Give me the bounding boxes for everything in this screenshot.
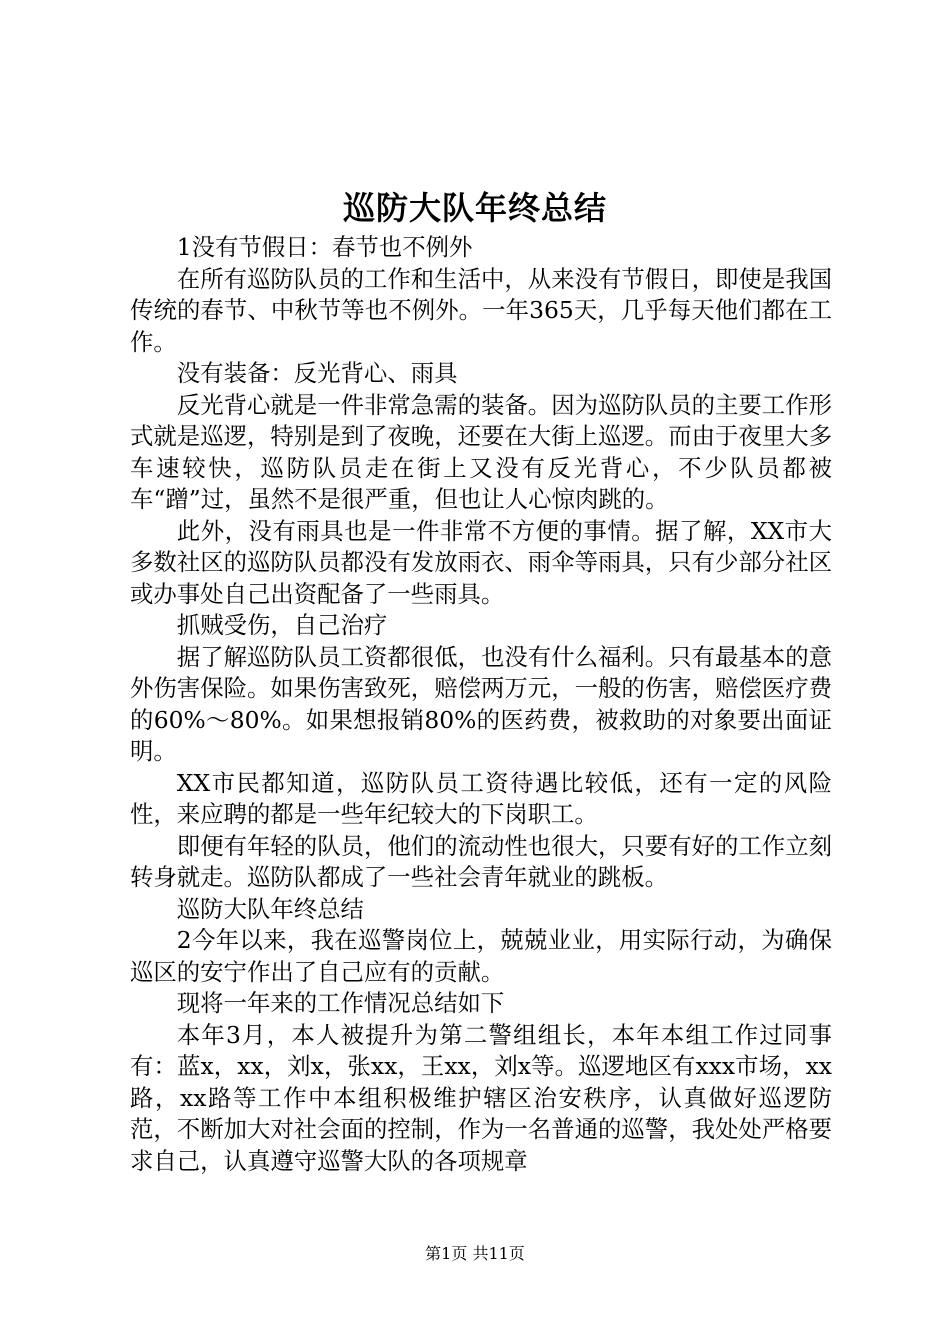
paragraph-4: 反光背心就是一件非常急需的装备。因为巡防队员的主要工作形式就是巡逻，特别是到了夜晚，还要在大街上巡逻。而由于夜里大多车速较快，巡防队员走在街上又没有反光背心，不少队员都被车“蹭”过，虽然不是很严重，但也让人心惊肉跳的。 <box>130 390 832 513</box>
paragraph-8: XX市民都知道，巡防队员工资待遇比较低，还有一定的风险性，来应聘的都是一些年纪较大的下岗职工。 <box>130 768 832 828</box>
paragraph-6: 抓贼受伤，自己治疗 <box>176 611 388 639</box>
paragraph-11: 2今年以来，我在巡警岗位上，兢兢业业，用实际行动，为确保巡区的安宁作出了自己应有的贡献。 <box>130 926 832 986</box>
paragraph-9: 即便有年轻的队员，他们的流动性也很大，只要有好的工作立刻转身就走。巡防队都成了一些社会青年就业的跳板。 <box>130 831 832 891</box>
paragraph-1: 1没有节假日：春节也不例外 <box>176 233 473 261</box>
paragraph-3: 没有装备：反光背心、雨具 <box>176 359 458 387</box>
paragraph-13: 本年3月，本人被提升为第二警组组长，本年本组工作过同事有：蓝x，xx，刘x，张xx，王xx，刘x等。巡逻地区有xxx市场，xx路，xx路等工作中本组积极维护辖区治安秩序，认真做好巡逻防范，不断加大对社会面的控制，作为一名普通的巡警，我处处严格要求自己，认真遵守巡警大队的各项规章 <box>130 1020 832 1175</box>
document-body <box>130 232 832 1177</box>
paragraph-12: 现将一年来的工作情况总结如下 <box>176 989 505 1017</box>
page-footer <box>0 1243 950 1265</box>
paragraph-5: 此外，没有雨具也是一件非常不方便的事情。据了解，XX市大多数社区的巡防队员都没有发放雨衣、雨伞等雨具，只有少部分社区或办事处自己出资配备了一些雨具。 <box>130 516 832 608</box>
page-number-label: 第1页 共11页 <box>425 1244 525 1263</box>
paragraph-2: 在所有巡防队员的工作和生活中，从来没有节假日，即使是我国传统的春节、中秋节等也不例外。一年365天，几乎每天他们都在工作。 <box>130 264 832 356</box>
paragraph-10: 巡防大队年终总结 <box>176 894 364 923</box>
paragraph-7: 据了解巡防队员工资都很低，也没有什么福利。只有最基本的意外伤害保险。如果伤害致死，赔偿两万元，一般的伤害，赔偿医疗费的60%～80%。如果想报销80%的医药费，被救助的对象要出面证明。 <box>130 642 832 765</box>
document-title: 巡防大队年终总结 <box>342 189 607 227</box>
